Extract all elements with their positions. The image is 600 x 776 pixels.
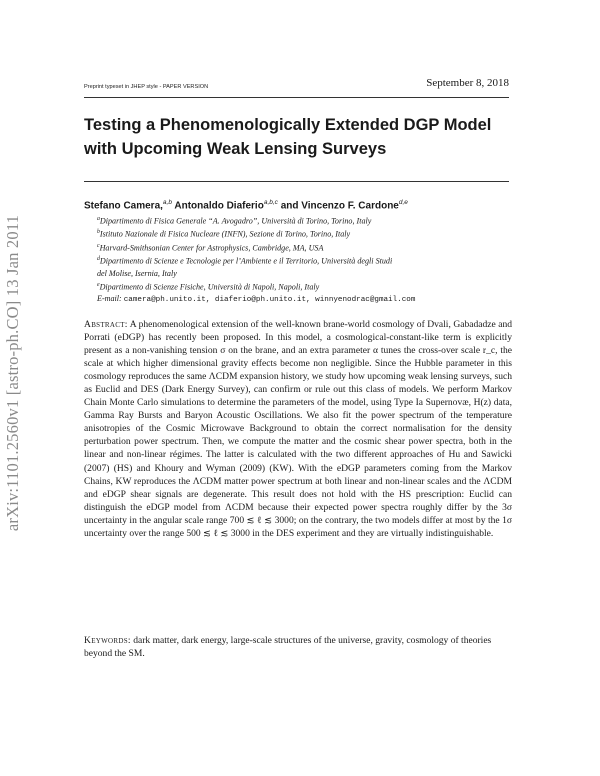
keywords-label: Keywords: xyxy=(84,635,131,646)
author-name: and Vincenzo F. Cardone xyxy=(277,200,399,212)
author-name: Antonaldo Diaferio xyxy=(171,200,264,212)
affiliation-text: Dipartimento di Scienze Fisiche, Università di Napoli, Napoli, Italy xyxy=(99,282,320,292)
affiliation-text: Harvard-Smithsonian Center for Astrophysics, Cambridge, MA, USA xyxy=(99,243,324,253)
affiliation-mark: b xyxy=(97,229,100,236)
affiliation-mark: e xyxy=(97,281,100,288)
affiliation-mark: d xyxy=(97,256,100,263)
affiliation-item xyxy=(97,214,517,227)
affiliation-item xyxy=(97,227,517,240)
affiliation-text: del Molise, Isernia, Italy xyxy=(97,268,177,278)
affiliation-item xyxy=(97,268,517,280)
author-name: Stefano Camera, xyxy=(84,200,163,212)
affiliation-text: Istituto Nazionale di Fisica Nucleare (INFN), Sezione di Torino, Torino, Italy xyxy=(99,230,351,240)
affiliation-item xyxy=(97,280,517,293)
affiliation-text: Dipartimento di Fisica Generale “A. Avogadro”, Università di Torino, Torino, Italy xyxy=(99,216,372,226)
affiliation-mark: c xyxy=(97,242,100,249)
arxiv-identifier xyxy=(2,178,24,568)
author-list xyxy=(84,199,524,211)
affiliation-text: Dipartimento di Scienze e Tecnologie per l’Ambiente e il Territorio, Università degli Studi xyxy=(99,257,393,267)
title-rule xyxy=(84,181,509,182)
author-affiliation-mark: a,b xyxy=(162,199,172,206)
preprint-note: Preprint typeset in JHEP style - PAPER VERSION xyxy=(84,84,209,90)
affiliation-list xyxy=(97,214,517,307)
affiliation-item xyxy=(97,241,517,254)
abstract xyxy=(84,318,512,540)
author-affiliation-mark: d,e xyxy=(398,199,408,206)
keywords-text: dark matter, dark energy, large-scale structures of the universe, gravity, cosmology of theories beyond the SM. xyxy=(84,635,492,659)
title-line-1: Testing a Phenomenologically Extended DGP Model xyxy=(84,116,492,134)
affiliation-mark: a xyxy=(97,216,100,222)
abstract-label: Abstract: xyxy=(84,319,128,330)
email-label: E-mail: xyxy=(97,294,124,304)
abstract-text: A phenomenological extension of the well-known brane-world cosmology of Dvali, Gabadadze and Porrati (eDGP) has recently been proposed. In this model, a cosmological-constant-like term is explicitly present as a non-vanishing tension σ on the brane, and an extra parameter α tunes the cross-over scale r_c, the scale at which higher dimensional gravity effects become non negligible. Since the Hubble parameter in this cosmology reproduces the same ΛCDM expansion history, we study how upcoming weak lensing surveys, such as Euclid and DES (Dark Energy Survey), can confirm or rule out this class of models. We perform Markov Chain Monte Carlo simulations to determine the parameters of the model, using Type Ia Supernovæ, H(z) data, Gamma Ray Bursts and Baryon Acoustic Oscillations. We also fit the power spectrum of the temperature anisotropies of the Cosmic Microwave Background to obtain the correct normalisation for the density perturbation power spectrum. Then, we compute the matter and the cosmic shear power spectra, both in the linear and non-linear régimes. The latter is calculated with the two different approaches of Hu and Sawicki (2007) (HS) and Khoury and Wyman (2009) (KW). With the eDGP parameters coming from the Markov Chains, KW reproduces the ΛCDM matter power spectrum at both linear and non-linear scales and the ΛCDM and eDGP shear signals are degenerate. This result does not hold with the HS prescription: Euclid can distinguish the eDGP model from ΛCDM because their expected power spectra roughly differ by the 3σ uncertainty in the angular scale range 700 ≲ ℓ ≲ 3000; on the contrary, the two models differ at most by the 1σ uncertainty over the range 500 ≲ ℓ ≲ 3000 in the DES experiment and they are virtually indistinguishable. xyxy=(84,319,512,539)
paper-date: September 8, 2018 xyxy=(426,77,509,89)
header-rule xyxy=(84,97,509,98)
email-line xyxy=(97,293,517,307)
author-affiliation-mark: a,b,c xyxy=(263,199,278,206)
paper-title xyxy=(84,113,514,161)
email-addresses: camera@ph.unito.it, diaferio@ph.unito.it, winnyenodrac@gmail.com xyxy=(123,296,416,305)
keywords xyxy=(84,634,512,660)
title-line-2: with Upcoming Weak Lensing Surveys xyxy=(84,140,387,158)
affiliation-item xyxy=(97,254,517,267)
arxiv-identifier-text: arXiv:1101.2560v1 [astro-ph.CO] 13 Jan 2011 xyxy=(3,214,23,532)
